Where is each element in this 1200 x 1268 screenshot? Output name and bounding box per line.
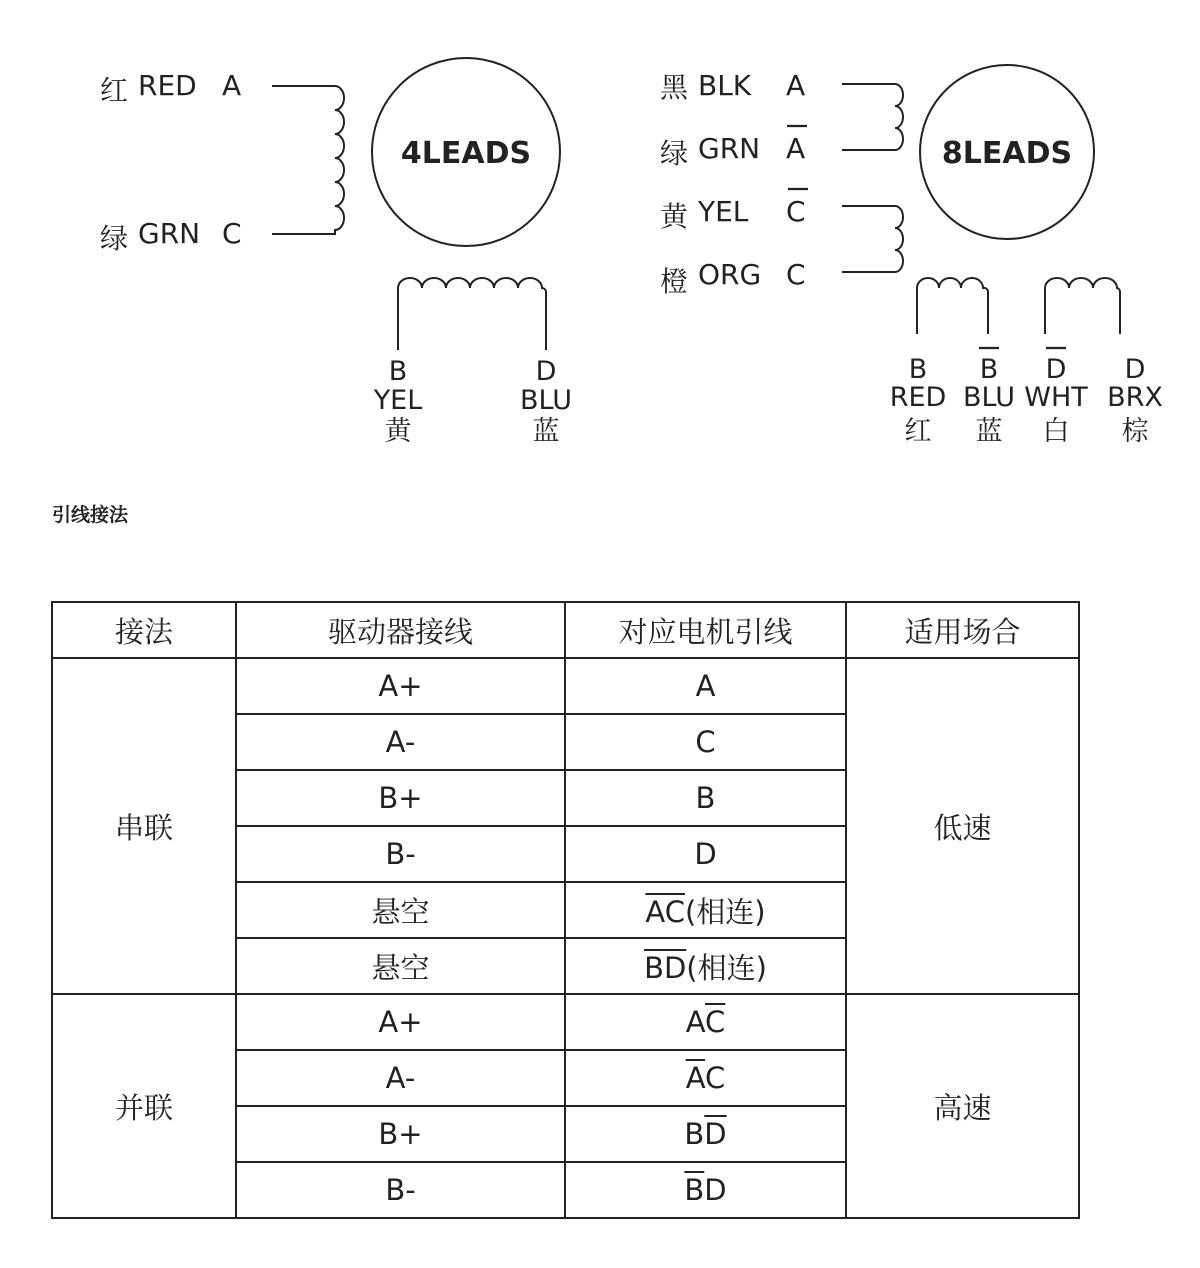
lead8-a-pin: A (786, 69, 806, 102)
lead8-bbar-pin: B (979, 354, 999, 385)
coil8-d (1045, 278, 1120, 334)
coil8-b (917, 278, 988, 334)
lead8-b-pin: B (908, 354, 928, 385)
lead-overbar: $\overline{BD}$ (644, 950, 687, 985)
lead-a-pin: A (222, 69, 242, 102)
lead8-dbar-pin: D (1045, 354, 1067, 385)
lead8-b-color: RED (889, 382, 947, 413)
lead-overbar: $\overline{B}$ (684, 1173, 705, 1207)
motor-8leads (660, 65, 1163, 447)
lead-plain: B (684, 1117, 705, 1151)
driver-cell: 悬空 (236, 938, 565, 994)
lead8-bbar-color: BLU (963, 382, 1015, 413)
header-lead: 对应电机引线 (565, 602, 846, 658)
table-header-row (52, 602, 1079, 658)
driver-cell: 悬空 (236, 882, 565, 938)
driver-cell: B+ (236, 770, 565, 826)
lead-cell (565, 1106, 846, 1162)
lead8-abar-color: GRN (698, 132, 761, 165)
lead8-dbar-color: WHT (1024, 382, 1088, 413)
lead-plain: D (704, 1173, 727, 1207)
lead-cell: C (565, 714, 846, 770)
lead8-a-cn: 黑 (660, 71, 689, 104)
lead-overbar: $\overline{D}$ (704, 1117, 727, 1151)
lead-d-cn: 蓝 (532, 416, 560, 447)
usage-low-speed: 低速 (846, 658, 1079, 994)
lead-a-cn: 红 (100, 74, 129, 107)
lead-cell (565, 882, 846, 938)
table-row (52, 994, 1079, 1050)
motor-4leads-label: 4LEADS (400, 136, 532, 171)
lead-overbar: $\overline{AC}$ (645, 894, 685, 929)
driver-cell: B- (236, 826, 565, 882)
lead8-abar-cn: 绿 (660, 137, 689, 170)
coil-ac (272, 86, 344, 234)
coil-bd (398, 278, 546, 350)
lead8-a-color: BLK (698, 69, 752, 102)
lead-cell (565, 938, 846, 994)
lead-a-color: RED (138, 69, 197, 102)
lead-b-pin: B (388, 356, 408, 387)
lead-cell (565, 1050, 846, 1106)
driver-cell: A+ (236, 994, 565, 1050)
lead-b-cn: 黄 (384, 416, 412, 447)
motor-4leads (100, 58, 572, 447)
lead-b-color: YEL (373, 385, 423, 416)
lead-plain: C (705, 1061, 726, 1095)
lead8-d-color: BRX (1107, 382, 1163, 413)
lead-cell: D (565, 826, 846, 882)
lead8-abar-pin: A (786, 132, 806, 165)
section-caption: 引线接法 (52, 504, 129, 526)
coil8-c (842, 206, 903, 272)
coil8-a (842, 84, 903, 150)
header-driver: 驱动器接线 (236, 602, 565, 658)
header-usage: 适用场合 (846, 602, 1079, 658)
lead8-d-pin: D (1124, 354, 1146, 385)
header-method: 接法 (52, 602, 236, 658)
lead-cell: A (565, 658, 846, 714)
lead-suffix: (相连) (686, 950, 767, 985)
lead-plain: A (685, 1005, 706, 1039)
lead-c-cn: 绿 (100, 222, 129, 255)
usage-high-speed: 高速 (846, 994, 1079, 1218)
lead8-c-cn: 橙 (660, 265, 689, 298)
lead-cell: B (565, 770, 846, 826)
lead8-cbar-cn: 黄 (660, 200, 689, 233)
lead8-bbar-cn: 蓝 (975, 416, 1003, 447)
lead-d-pin: D (535, 356, 557, 387)
driver-cell: B- (236, 1162, 565, 1218)
driver-cell: A- (236, 714, 565, 770)
wiring-table (51, 601, 1080, 1219)
lead-cell (565, 994, 846, 1050)
motor-8leads-label: 8LEADS (941, 136, 1073, 171)
driver-cell: A- (236, 1050, 565, 1106)
driver-cell: B+ (236, 1106, 565, 1162)
lead-d-color: BLU (520, 385, 572, 416)
lead-cell (565, 1162, 846, 1218)
method-series: 串联 (52, 658, 236, 994)
lead-suffix: (相连) (684, 894, 766, 929)
method-parallel: 并联 (52, 994, 236, 1218)
lead8-b-cn: 红 (904, 416, 932, 447)
driver-cell: A+ (236, 658, 565, 714)
lead-overbar: $\overline{C}$ (705, 1005, 726, 1039)
wiring-diagram (0, 0, 1200, 470)
lead-c-color: GRN (138, 217, 201, 250)
lead8-cbar-pin: C (786, 195, 806, 228)
lead-c-pin: C (222, 217, 242, 250)
table-row (52, 658, 1079, 714)
lead8-d-cn: 棕 (1121, 416, 1149, 447)
lead8-c-color: ORG (698, 258, 762, 291)
lead-overbar: $\overline{A}$ (685, 1061, 706, 1095)
lead8-dbar-cn: 白 (1042, 416, 1070, 447)
lead8-c-pin: C (786, 258, 806, 291)
lead8-cbar-color: YEL (698, 195, 749, 228)
